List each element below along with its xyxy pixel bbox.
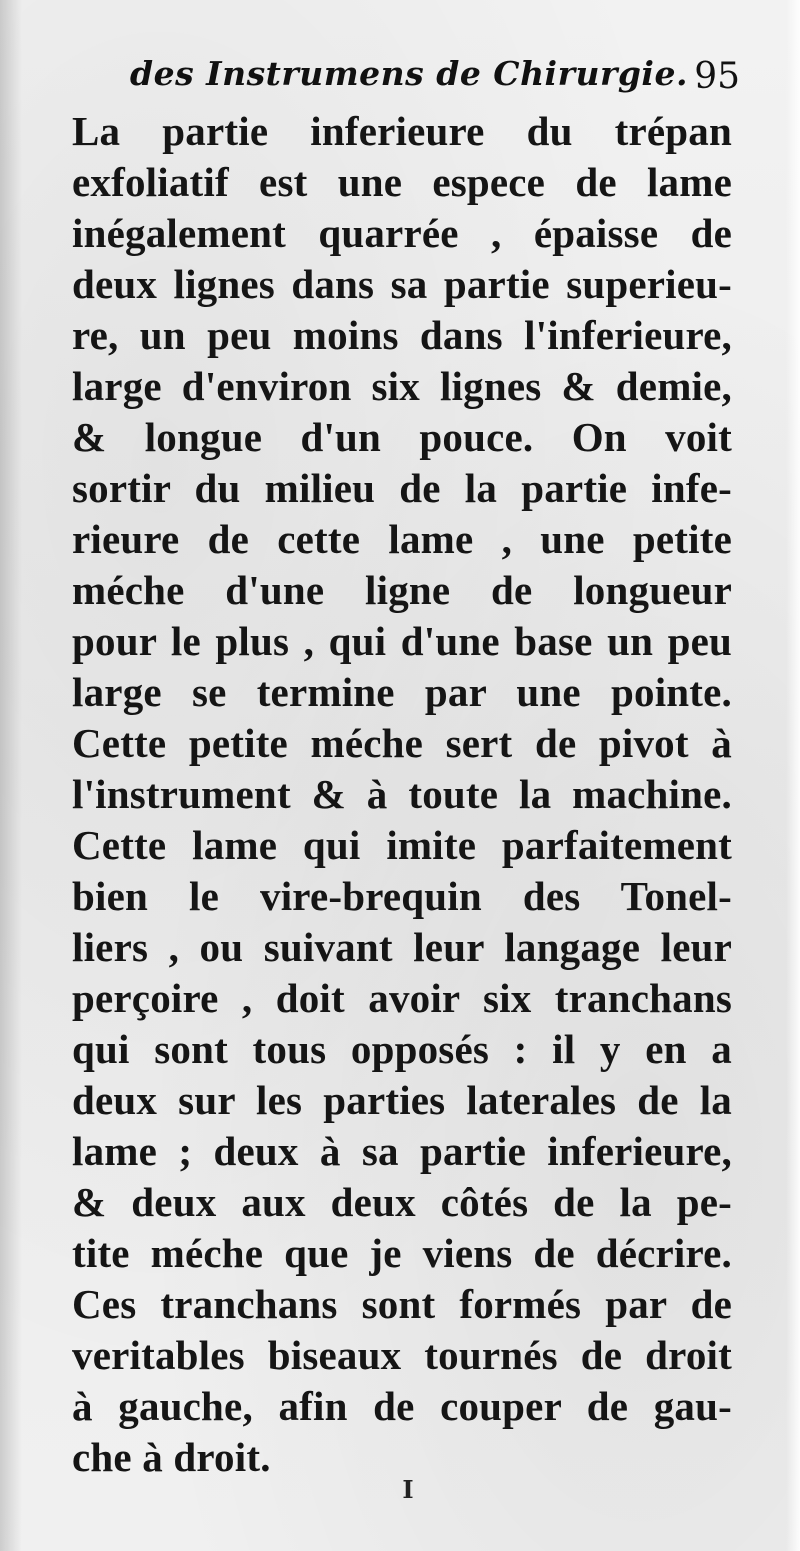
text-line: Cette petite méche sert de pivot à: [72, 720, 732, 766]
text-line: veritables biseaux tournés de droit: [72, 1332, 732, 1378]
page-number: 95: [694, 56, 740, 97]
text-line-last: che à droit.: [72, 1434, 271, 1480]
body-text: [72, 106, 732, 1480]
text-line: deux sur les parties laterales de la: [72, 1077, 732, 1123]
text-line: pour le plus , qui d'une base un peu: [72, 618, 732, 664]
text-line: & longue d'un pouce. On voit: [72, 414, 732, 460]
text-line: tite méche que je viens de décrire.: [72, 1230, 732, 1276]
text-line: Ces tranchans sont formés par de: [72, 1281, 732, 1327]
text-line: & deux aux deux côtés de la pe-: [72, 1179, 732, 1225]
text-line: à gauche, afin de couper de gau-: [72, 1383, 732, 1429]
running-title: des Instrumens de Chirurgie.: [130, 54, 688, 93]
text-line: liers , ou suivant leur langage leur: [72, 924, 732, 970]
page-header: [130, 48, 740, 104]
text-line: lame ; deux à sa partie inferieure,: [72, 1128, 732, 1174]
text-line: large d'environ six lignes & demie,: [72, 363, 732, 409]
text-line: qui sont tous opposés : il y en a: [72, 1026, 732, 1072]
text-line: re, un peu moins dans l'inferieure,: [72, 312, 732, 358]
text-line: perçoire , doit avoir six tranchans: [72, 975, 732, 1021]
text-line: l'instrument & à toute la machine.: [72, 771, 732, 817]
signature-mark: I: [402, 1475, 414, 1504]
text-line: deux lignes dans sa partie superieu-: [72, 261, 732, 307]
text-line: Cette lame qui imite parfaitement: [72, 822, 732, 868]
text-line: La partie inferieure du trépan: [72, 108, 732, 154]
text-line: rieure de cette lame , une petite: [72, 516, 732, 562]
page-edge: [786, 0, 800, 1551]
text-line: méche d'une ligne de longueur: [72, 567, 732, 613]
text-line: large se termine par une pointe.: [72, 669, 732, 715]
text-line: exfoliatif est une espece de lame: [72, 159, 732, 205]
text-line: bien le vire-brequin des Tonel-: [72, 873, 732, 919]
text-line: inégalement quarrée , épaisse de: [72, 210, 732, 256]
gutter-shadow: [0, 0, 22, 1551]
text-line: sortir du milieu de la partie infe-: [72, 465, 732, 511]
